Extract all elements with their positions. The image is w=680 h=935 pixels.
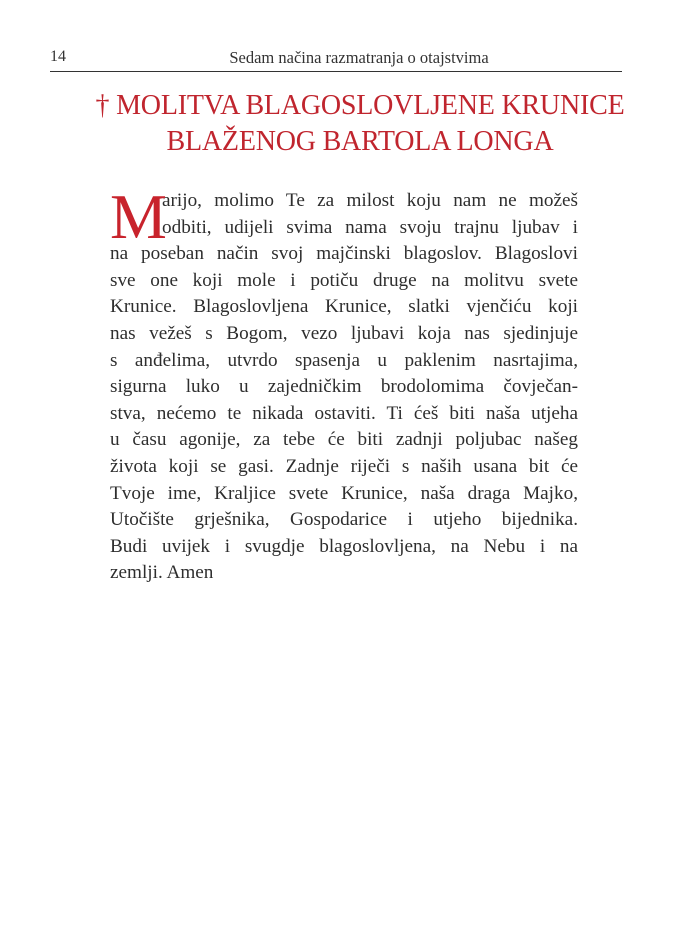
- prayer-line: sigurna luko u zajedničkim brodolomima čovječan-: [110, 376, 578, 398]
- prayer-line: nas vežeš s Bogom, vezo ljubavi koja nas sjedinjuje: [110, 322, 578, 344]
- page-number: 14: [50, 48, 66, 65]
- chapter-title-line-1: † MOLITVA BLAGOSLOVLJENE KRUNICE: [95, 90, 625, 121]
- prayer-line: Utočište grješnika, Gospodarice i utjeho bijednika.: [110, 509, 578, 531]
- chapter-title-line-2: BLAŽENOG BARTOLA LONGA: [166, 126, 554, 157]
- prayer-text: [110, 181, 578, 587]
- prayer-line: arijo, molimo Te za milost koju nam ne možeš: [162, 190, 578, 211]
- prayer-line: života koji se gasi. Zadnje riječi s naših usana bit će: [110, 455, 578, 477]
- chapter-title: [40, 88, 680, 160]
- prayer-line: stva, nećemo te nikada ostaviti. Ti ćeš biti naša utjeha: [110, 402, 578, 424]
- page-header: [50, 44, 622, 72]
- prayer-line: zemlji. Amen: [110, 562, 214, 584]
- prayer-line: na poseban način svoj majčinski blagoslov. Blagoslovi: [110, 243, 578, 265]
- drop-cap: M: [110, 181, 167, 252]
- running-title: Sedam načina razmatranja o otajstvima: [229, 48, 489, 67]
- prayer-line: Budi uvijek i svugdje blagoslovljena, na Nebu i na: [110, 535, 578, 557]
- prayer-line: Tvoje ime, Kraljice svete Krunice, naša draga Majko,: [110, 482, 578, 504]
- prayer-line: sve one koji mole i potiču druge na molitvu svete: [110, 269, 578, 291]
- prayer-line: u času agonije, za tebe će biti zadnji poljubac našeg: [110, 429, 578, 451]
- prayer-line: odbiti, udijeli svima nama svoju trajnu ljubav i: [162, 216, 578, 238]
- prayer-line: Krunice. Blagoslovljena Krunice, slatki vjenčiću koji: [110, 296, 578, 318]
- prayer-line: s anđelima, utvrdo spasenja u paklenim nasrtajima,: [110, 349, 578, 371]
